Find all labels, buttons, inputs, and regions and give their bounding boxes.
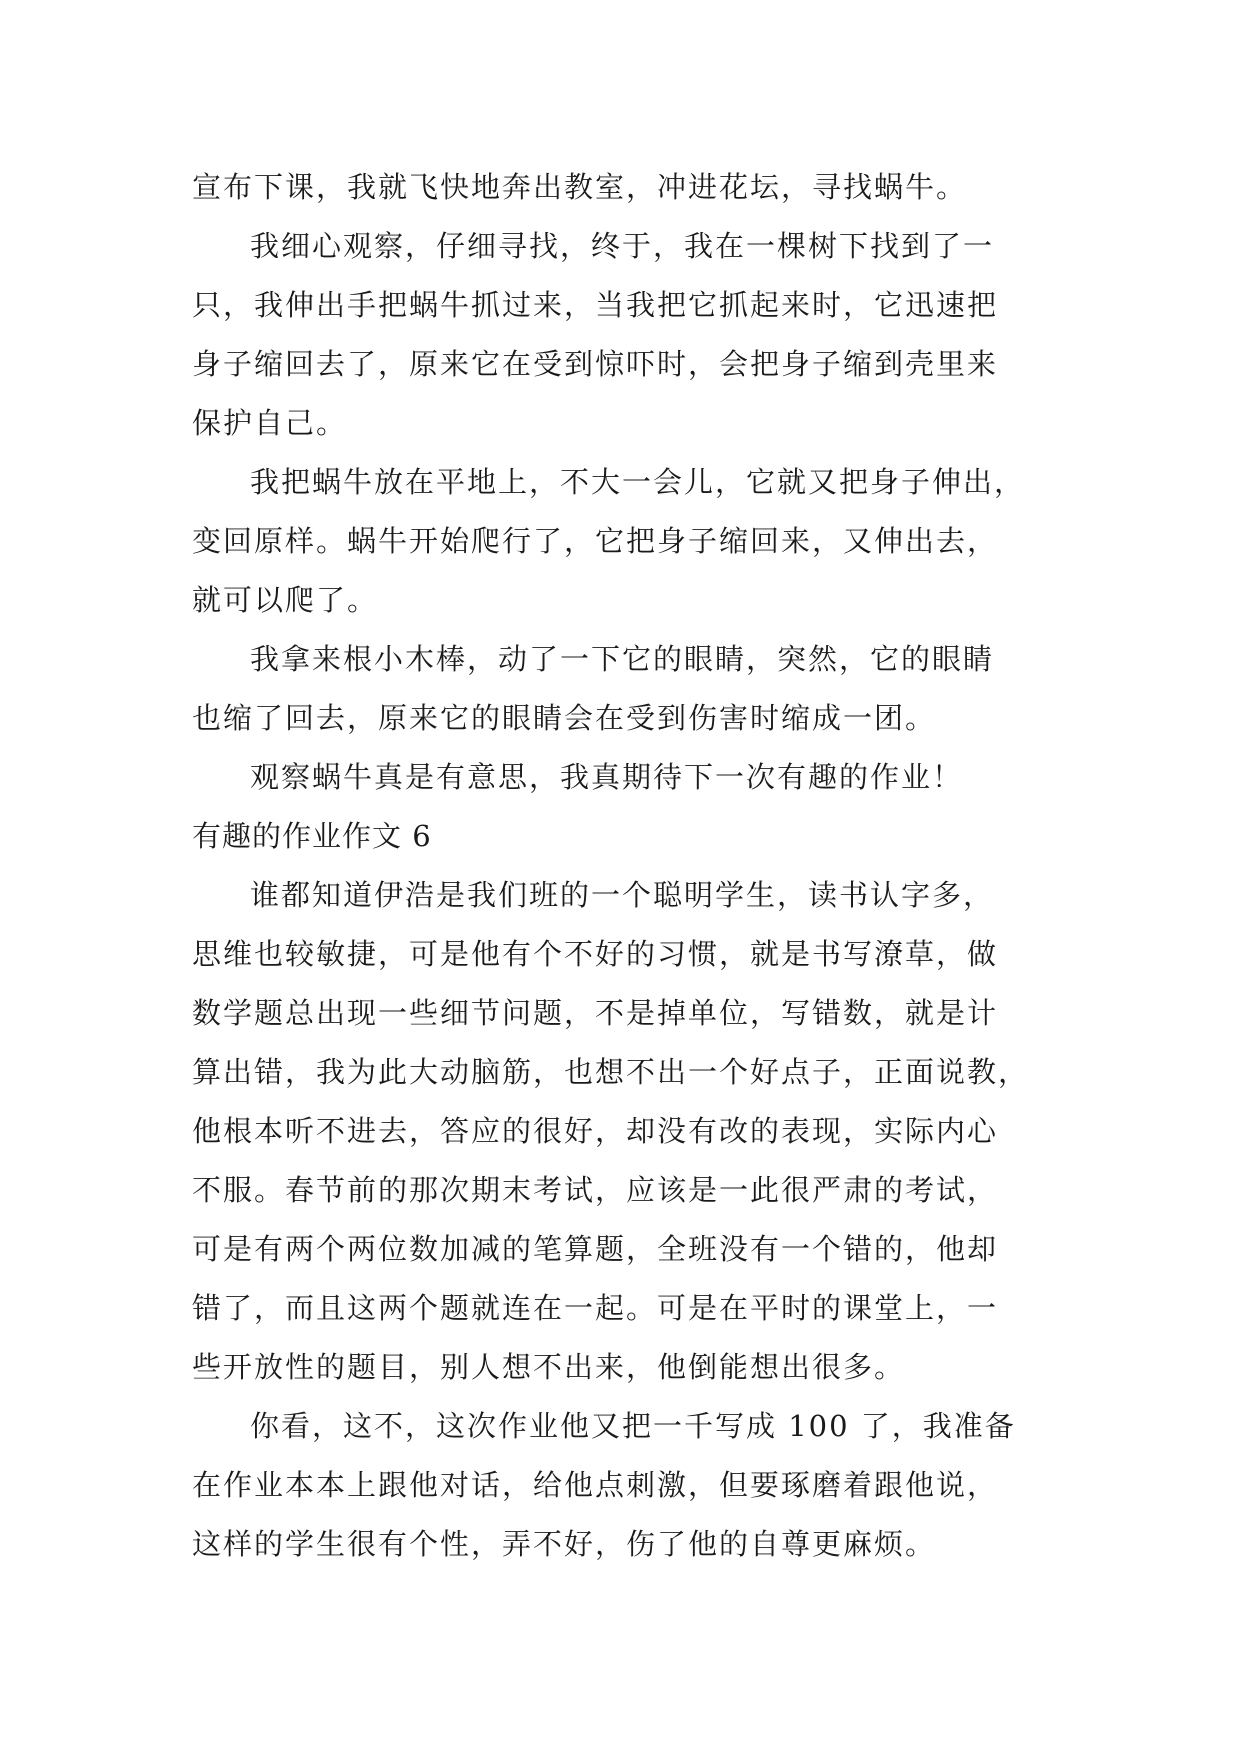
text-line: 我把蜗牛放在平地上，不大一会儿，它就又把身子伸出， [250,465,1026,499]
text-line: 可是有两个两位数加减的笔算题，全班没有一个错的，他却 [192,1232,999,1266]
paragraph [192,453,1062,630]
paragraph [192,630,1062,748]
paragraph [192,1397,1062,1574]
text-line: 只，我伸出手把蜗牛抓过来，当我把它抓起来时，它迅速把 [192,288,999,322]
text-line: 在作业本本上跟他对话，给他点刺激，但要琢磨着跟他说， [192,1468,999,1502]
text-line: 观察蜗牛真是有意思，我真期待下一次有趣的作业！ [250,760,964,794]
text-line: 思维也较敏捷，可是他有个不好的习惯，就是书写潦草，做 [192,937,999,971]
text-line: 也缩了回去，原来它的眼睛会在受到伤害时缩成一团。 [192,701,937,735]
text-line: 他根本听不进去，答应的很好，却没有改的表现，实际内心 [192,1114,999,1148]
text-line: 变回原样。蜗牛开始爬行了，它把身子缩回来，又伸出去， [192,524,999,558]
document-body [192,158,1062,1574]
paragraph [192,866,1062,1397]
text-line: 我细心观察，仔细寻找，终于，我在一棵树下找到了一 [250,229,995,263]
text-line: 宣布下课，我就飞快地奔出教室，冲进花坛，寻找蜗牛。 [192,170,968,204]
paragraph [192,748,1062,807]
text-line: 身子缩回去了，原来它在受到惊吓时，会把身子缩到壳里来 [192,347,999,381]
section-heading [192,807,1062,866]
text-line: 保护自己。 [192,406,348,440]
text-line: 算出错，我为此大动脑筋，也想不出一个好点子，正面说教， [192,1055,1030,1089]
text-line: 谁都知道伊浩是我们班的一个聪明学生，读书认字多， [250,878,995,912]
text-line: 不服。春节前的那次期末考试，应该是一此很严肃的考试， [192,1173,999,1207]
text-line: 错了，而且这两个题就连在一起。可是在平时的课堂上，一 [192,1291,999,1325]
heading-text: 有趣的作业作文 6 [192,819,432,853]
text-line: 你看，这不，这次作业他又把一千写成 100 了，我准备 [250,1409,1016,1443]
paragraph [192,217,1062,453]
text-line: 这样的学生很有个性，弄不好，伤了他的自尊更麻烦。 [192,1527,937,1561]
paragraph [192,158,1062,217]
text-line: 些开放性的题目，别人想不出来，他倒能想出很多。 [192,1350,906,1384]
text-line: 就可以爬了。 [192,583,379,617]
text-line: 我拿来根小木棒，动了一下它的眼睛，突然，它的眼睛 [250,642,995,676]
text-line: 数学题总出现一些细节问题，不是掉单位，写错数，就是计 [192,996,999,1030]
